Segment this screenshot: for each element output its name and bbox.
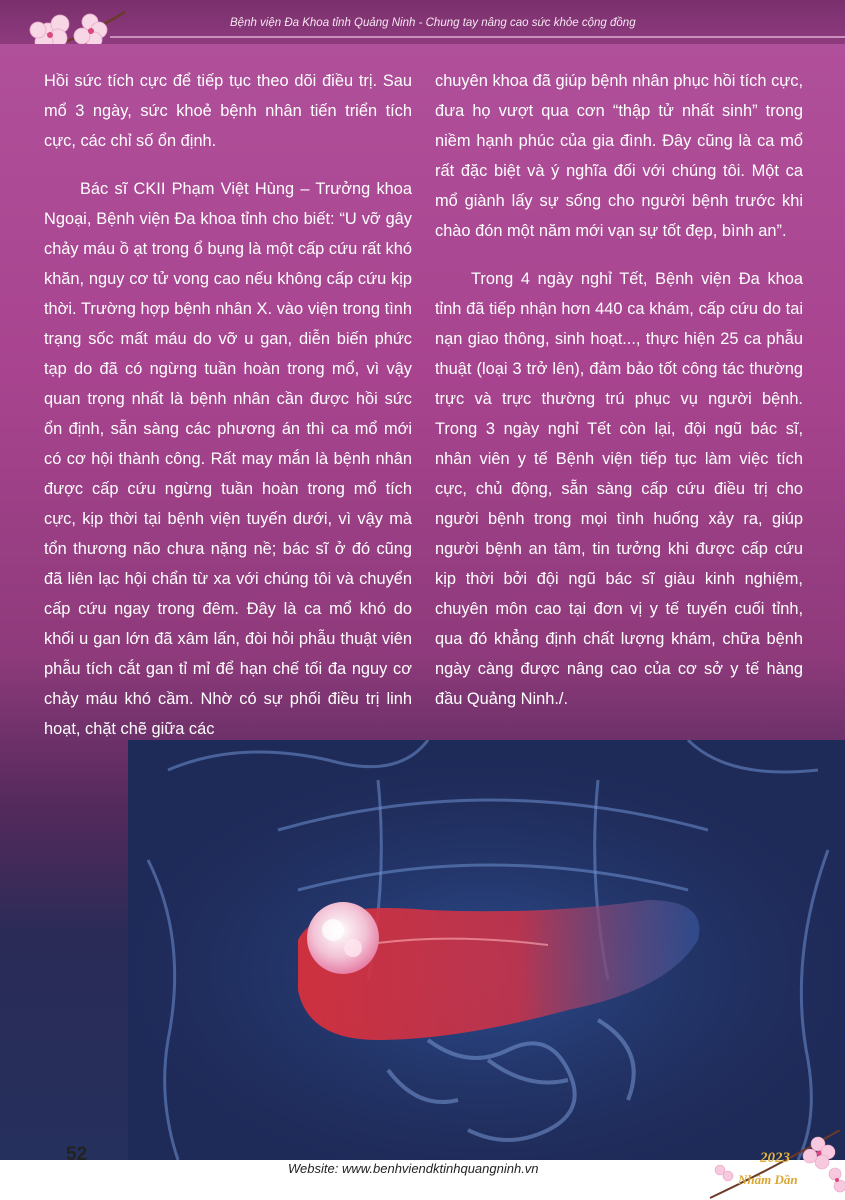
article-column-left [44,66,412,762]
website-link[interactable]: Website: www.benhviendktinhquangninh.vn [288,1161,539,1176]
paragraph: Bác sĩ CKII Phạm Việt Hùng – Trưởng khoa Ngoại, Bệnh viện Đa khoa tỉnh cho biết: “U vỡ gây chảy máu ồ ạt trong ổ bụng là một cấp cứu rất khó khăn, nguy cơ tử vong cao nếu không cấp cứu kịp thời. Trường hợp bệnh nhân X. vào viện trong tình trạng sốc mất máu do vỡ u gan, diễn biến phức tạp do đã có ngừng tuần hoàn trong mổ, vì vậy quan trọng nhất là bệnh nhân cần được hồi sức ổn định, sẵn sàng các phương án thì ca mổ mới có cơ hội thành công. Rất may mắn là bệnh nhân được cấp cứu ngừng tuần hoàn trong mổ tích cực, kịp thời tại bệnh viện tuyến dưới, vì vậy mà tổn thương não chưa nặng nề; bác sĩ ở đó cũng đã liên lạc hội chẩn từ xa với chúng tôi và chuyển cấp cứu ngay trong đêm. Đây là ca mổ khó do khối u gan lớn đã xâm lấn, đòi hỏi phẫu thuật viên phẫu tích cắt gan tỉ mỉ để hạn chế tối đa nguy cơ chảy máu khó cầm. Nhờ có sự phối điều trị linh hoạt, chặt chẽ giữa các [44,180,412,738]
paragraph: Hồi sức tích cực để tiếp tục theo dõi điều trị. Sau mổ 3 ngày, sức khoẻ bệnh nhân tiến triển tích cực, các chỉ số ổn định. [44,72,412,150]
liver-tumor-illustration [128,740,845,1160]
page-number: 52 [66,1144,88,1165]
badge-year: 2023 [760,1150,790,1166]
running-header: Bệnh viện Đa Khoa tỉnh Quảng Ninh - Chung tay nâng cao sức khỏe cộng đồng [230,17,636,29]
paragraph: Trong 4 ngày nghỉ Tết, Bệnh viện Đa khoa tỉnh đã tiếp nhận hơn 440 ca khám, cấp cứu do tai nạn giao thông, sinh hoạt..., thực hiện 25 ca phẫu thuật (loại 3 trở lên), đảm bảo tốt công tác thường trực và trực thường trú phục vụ người bệnh. Trong 3 ngày nghỉ Tết còn lại, đội ngũ bác sĩ, nhân viên y tế Bệnh viện tiếp tục làm việc tích cực, chủ động, sẵn sàng cấp cứu điều trị cho người bệnh trong mọi tình huống xảy ra, giúp người bệnh an tâm, tin tưởng khi được cấp cứu kịp thời bởi đội ngũ bác sĩ giàu kinh nghiệm, chuyên môn cao tại đơn vị y tế tuyến cuối tỉnh, qua đó khẳng định chất lượng khám, chữa bệnh ngày càng được nâng cao của cơ sở y tế hàng đầu Quảng Ninh./. [435,270,803,708]
badge-name: Nhâm Dần [738,1172,798,1187]
article-column-right [435,66,803,732]
paragraph: chuyên khoa đã giúp bệnh nhân phục hồi tích cực, đưa họ vượt qua cơn “thập tử nhất sinh” trong niềm hạnh phúc của gia đình. Đây cũng là ca mổ rất đặc biệt và ý nghĩa đối với chúng tôi. Một ca mổ giành lấy sự sống cho người bệnh trước khi chào đón một năm mới vạn sự tốt đẹp, bình an”. [435,72,803,240]
header-rule [110,36,845,38]
